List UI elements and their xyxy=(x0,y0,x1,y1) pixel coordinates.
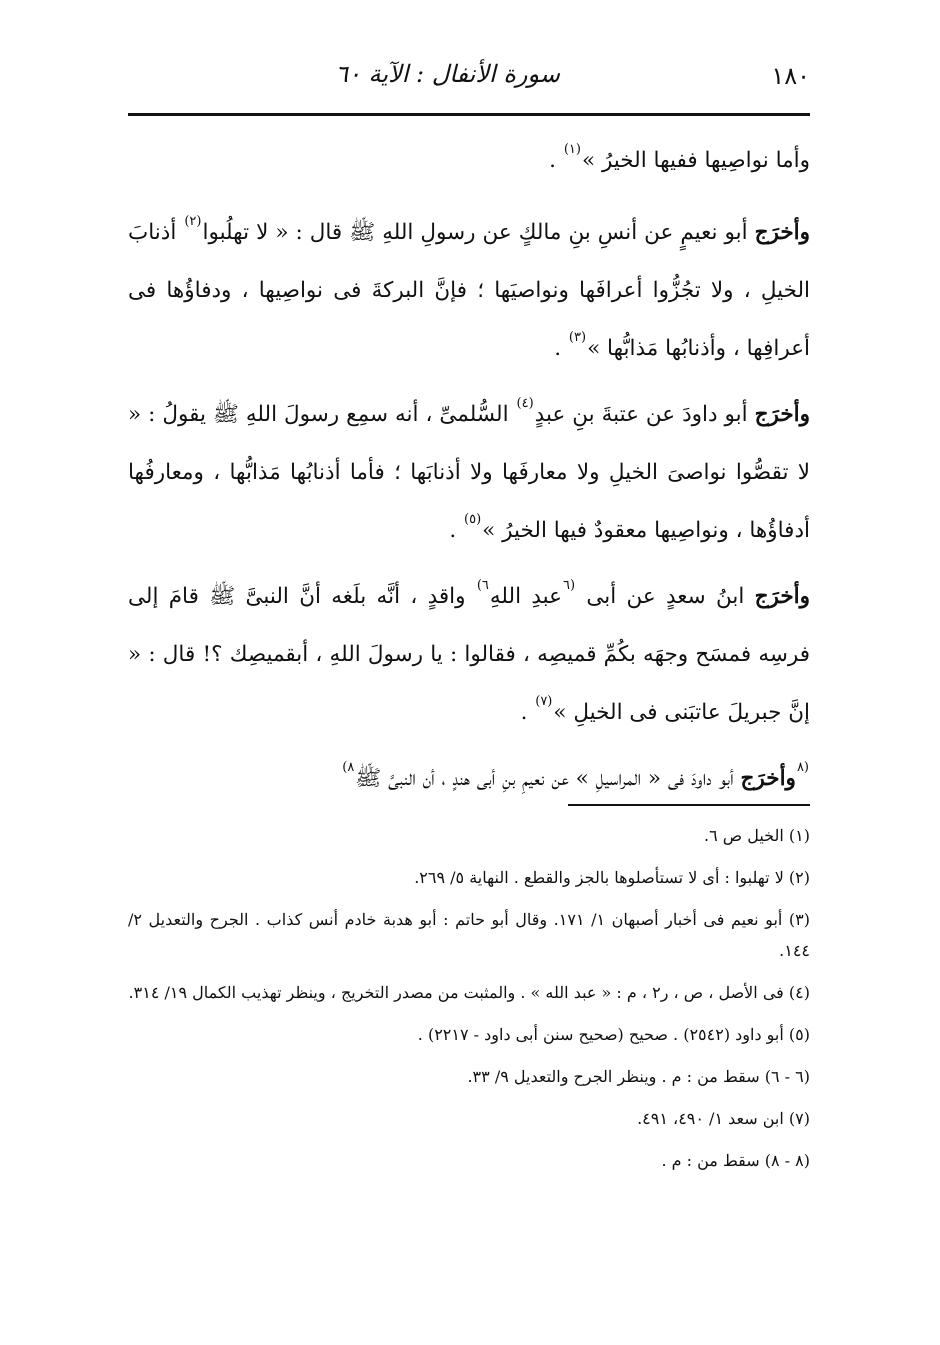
paragraph-text: أذنابَ الخيلِ ، ولا تجُزُّوا أعرافَها ونواصيَها ؛ فإنَّ البركةَ فى نواصِيها ، ودفاؤُها فى أعرافِها ، وأذنابُها مَذابُّها » xyxy=(128,220,810,361)
footnote-ref: (٨ xyxy=(796,760,809,775)
paragraph-end: . xyxy=(549,148,563,173)
paragraph-end: . xyxy=(449,518,464,543)
paragraph-lead: وأخرَج xyxy=(754,220,810,245)
footnote-ref: (٦ xyxy=(562,578,576,593)
paragraph-text: وأما نواصِيها ففيها الخيرُ » xyxy=(581,148,810,173)
header-rule xyxy=(128,113,810,116)
paragraph-text: أبو داودَ فى « المراسيلِ » عن نعيمِ بنِ أبى هندٍ ، أن النبىَّ ﷺ xyxy=(355,766,741,791)
footnote-4: (٤) فى الأصل ، ص ، ر٢ ، م : « عبد الله » . والمثبت من مصدر التخريج ، وينظر تهذيب الكمال ١٩/ ٣١٤. xyxy=(128,983,810,1002)
paragraph-end: . xyxy=(520,700,535,725)
footnote-ref: (٣) xyxy=(568,330,587,345)
paragraph-2 xyxy=(128,204,810,378)
footnote-ref: (٢) xyxy=(184,214,202,229)
footnote-separator xyxy=(568,804,810,806)
footnote-ref: ٦) xyxy=(476,578,489,593)
footnote-ref: (١) xyxy=(563,142,581,157)
paragraph-lead: وأخرَج xyxy=(754,402,810,427)
footnote-8: (٨ - ٨) سقط من : م . xyxy=(661,1151,810,1170)
paragraph-4 xyxy=(128,568,810,742)
footnote-ref: (٧) xyxy=(535,694,553,709)
footnote-3: (٣) أبو نعيم فى أخبار أصبهان ١/ ١٧١. وقال أبو حاتم : أبو هدبة خادم أنس كذاب . الجرح والتعديل ٢/ ١٤٤. xyxy=(128,910,810,960)
footnote-2: (٢) لا تهلبوا : أى لا تستأصلوها بالجز والقطع . النهاية ٥/ ٢٦٩. xyxy=(414,868,810,887)
paragraph-lead: وأخرَج xyxy=(754,584,810,609)
footnote-ref: ٨) xyxy=(342,760,355,775)
paragraph-text: واقدٍ ، أنَّه بلَغه أنَّ النبىَّ ﷺ قامَ إلى فرسِه فمسَح وجهَه بكُمِّ قميصِه ، فقالوا : يا رسولَ اللهِ ، أبقميصِك ؟! قال : « إنَّ جبريلَ عاتبَنى فى الخيلِ » xyxy=(128,584,810,725)
paragraph-end: . xyxy=(554,336,568,361)
page-header xyxy=(128,58,810,104)
footnote-ref: (٤) xyxy=(516,396,534,411)
paragraph-text: ابنُ سعدٍ عن أبى xyxy=(576,584,755,609)
paragraph-3 xyxy=(128,386,810,560)
paragraph-5 xyxy=(128,750,810,808)
paragraph-1 xyxy=(128,132,810,190)
page-number: ١٨٠ xyxy=(771,62,810,90)
footnote-5: (٥) أبو داود (٢٥٤٢) . صحيح (صحيح سنن أبى داود - ٢٢١٧) . xyxy=(417,1025,810,1044)
paragraph-text: أبو نعيمٍ عن أنسِ بنِ مالكٍ عن رسولِ اللهِ ﷺ قال : « لا تهلُبوا xyxy=(202,220,755,245)
main-text xyxy=(128,132,810,816)
footnote-ref: (٥) xyxy=(464,512,482,527)
running-title: سورة الأنفال : الآية ٦٠ xyxy=(335,60,560,88)
footnote-7: (٧) ابن سعد ١/ ٤٩٠، ٤٩١. xyxy=(637,1109,810,1128)
paragraph-text: السُّلمىِّ ، أنه سمِع رسولَ اللهِ ﷺ يقولُ : « لا تقصُّوا نواصىَ الخيلِ ولا معارفَها ولا أذنابَها ؛ فأما أذنابُها مَذابُّها ، ومعارفُها أدفاؤُها ، ونواصِيها معقودٌ فيها الخيرُ » xyxy=(128,402,810,543)
footnotes xyxy=(128,820,810,1176)
footnote-6: (٦ - ٦) سقط من : م . وينظر الجرح والتعديل ٩/ ٣٣. xyxy=(467,1067,810,1086)
paragraph-text: أبو داودَ عن عتبةَ بنِ عبدٍ xyxy=(534,402,755,427)
paragraph-text: عبدِ اللهِ xyxy=(489,584,562,609)
paragraph-lead: وأخرَج xyxy=(740,766,796,791)
footnote-1: (١) الخيل ص ٦. xyxy=(704,826,810,845)
